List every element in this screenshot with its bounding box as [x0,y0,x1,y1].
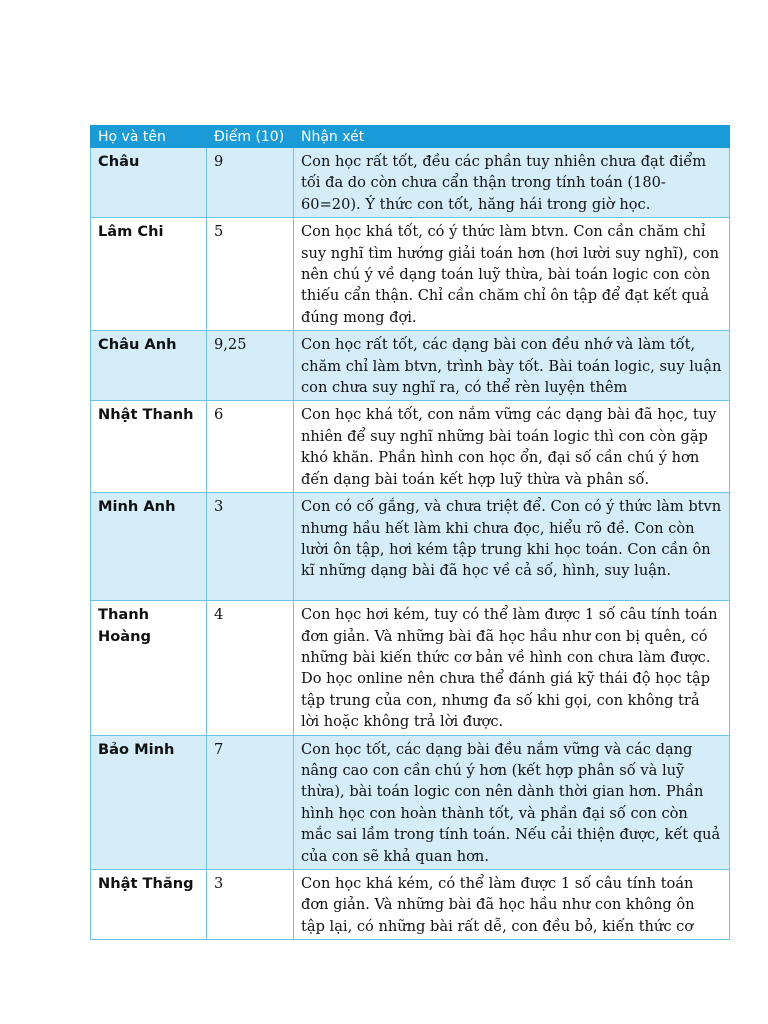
student-comment: Con học rất tốt, các dạng bài con đều nhớ và làm tốt, chăm chỉ làm btvn, trình bày tốt. Bài toán logic, suy luận con chưa suy nghĩ ra, có thể rèn luyện thêm [294,331,730,401]
student-comment: Con học hơi kém, tuy có thể làm được 1 số câu tính toán đơn giản. Và những bài đã học hầu như con bị quên, có những bài kiến thức cơ bản về hình con chưa làm được. Do học online nên chưa thể đánh giá kỹ thái độ học tập tập trung của con, nhưng đa số khi gọi, con không trả lời hoặc không trả lời được. [294,601,730,735]
student-name: Minh Anh [91,493,207,601]
student-name: Nhật Thăng [91,869,207,939]
table-row [91,735,730,869]
student-name: Châu [91,148,207,218]
student-comment: Con học khá tốt, có ý thức làm btvn. Con cần chăm chỉ suy nghĩ tìm hướng giải toán hơn (hơi lười suy nghĩ), con nên chú ý về dạng toán luỹ thừa, bài toán logic con còn thiếu cẩn thận. Chỉ cần chăm chỉ ôn tập để đạt kết quả đúng mong đợi. [294,218,730,331]
student-score: 3 [207,869,294,939]
student-comment: Con có cố gắng, và chưa triệt để. Con có ý thức làm btvn nhưng hầu hết làm khi chưa đọc, hiểu rõ đề. Con còn lười ôn tập, hơi kém tập trung khi học toán. Con cần ôn kĩ những dạng bài đã học về cả số, hình, suy luận. [294,493,730,601]
student-evaluation-table [90,125,730,940]
header-comment: Nhận xét [294,126,730,148]
student-score: 9,25 [207,331,294,401]
student-score: 9 [207,148,294,218]
student-name: Châu Anh [91,331,207,401]
table-row [91,869,730,939]
table-header-row [91,126,730,148]
table-row [91,601,730,735]
student-score: 6 [207,401,294,493]
student-name: Thanh Hoàng [91,601,207,735]
table-row [91,148,730,218]
table-row [91,401,730,493]
table-row [91,218,730,331]
table-row [91,493,730,601]
student-name: Nhật Thanh [91,401,207,493]
student-comment: Con học tốt, các dạng bài đều nắm vững và các dạng nâng cao con cần chú ý hơn (kết hợp phân số và luỹ thừa), bài toán logic con nên dành thời gian hơn. Phần hình học con hoàn thành tốt, và phần đại số con còn mắc sai lầm trong tính toán. Nếu cải thiện được, kết quả của con sẽ khả quan hơn. [294,735,730,869]
table-row [91,331,730,401]
student-score: 7 [207,735,294,869]
student-score: 5 [207,218,294,331]
student-score: 3 [207,493,294,601]
document-page [90,125,729,940]
student-comment: Con học khá kém, có thể làm được 1 số câu tính toán đơn giản. Và những bài đã học hầu như con không ôn tập lại, có những bài rất dễ, con đều bỏ, kiến thức cơ [294,869,730,939]
student-name: Lâm Chi [91,218,207,331]
student-name: Bảo Minh [91,735,207,869]
student-comment: Con học rất tốt, đều các phần tuy nhiên chưa đạt điểm tối đa do còn chưa cẩn thận trong tính toán (180-60=20). Ý thức con tốt, hăng hái trong giờ học. [294,148,730,218]
student-score: 4 [207,601,294,735]
student-comment: Con học khá tốt, con nắm vững các dạng bài đã học, tuy nhiên để suy nghĩ những bài toán logic thì con còn gặp khó khăn. Phần hình con học ổn, đại số cần chú ý hơn đến dạng bài toán kết hợp luỹ thừa và phân số. [294,401,730,493]
header-score: Điểm (10) [207,126,294,148]
header-name: Họ và tên [91,126,207,148]
